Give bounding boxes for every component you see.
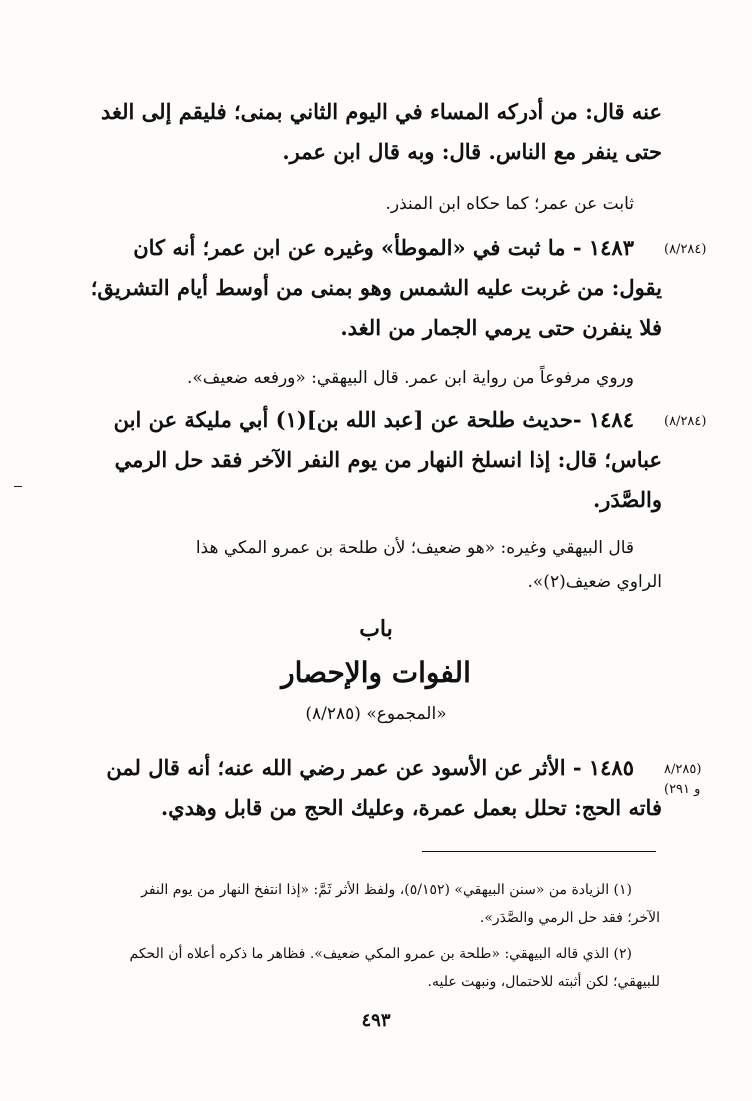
margin-mark: [14, 486, 22, 487]
note-1484-line-2: الراوي ضعيف(٢)».: [527, 572, 662, 592]
note-1484: [62, 532, 662, 564]
footnote-divider: [422, 851, 656, 852]
entry-1484-line-2: عباس؛ قال: إذا انسلخ النهار من يوم النفر الآخر فقد حل الرمي: [114, 447, 662, 472]
entry-1483-line-1: ١٤٨٣ - ما ثبت في «الموطأ» وغيره عن ابن عمر؛ أنه كان: [133, 235, 634, 260]
margin-ref-1483: (٨/٢٨٤): [664, 242, 707, 257]
entry-1484-line-1: ١٤٨٤ -حديث طلحة عن [عبد الله بن](١) أبي مليكة عن ابن: [113, 407, 634, 432]
chapter-ref: «المجموع» (٨/٢٨٥): [305, 704, 447, 724]
chapter-title: الفوات والإحصار: [281, 656, 471, 689]
entry-1483-cont: [62, 268, 662, 348]
footnote-2-line-1: (٢) الذي قاله البيهقي: «طلحة بن عمرو المكي ضعيف». فظاهر ما ذكره أعلاه أن الحكم: [129, 946, 632, 962]
note-1484-line-1: قال البيهقي وغيره: «هو ضعيف؛ لأن طلحة بن عمرو المكي هذا: [195, 538, 634, 558]
footnote-1-line-1: (١) الزيادة من «سنن البيهقي» (٥/١٥٢)، ولفظ الأثر ثَمَّ: «إذا انتفخ النهار من يوم النفر: [141, 882, 632, 898]
page-number: ٤٩٣: [361, 1010, 391, 1031]
para-top-line-1: عنه قال: من أدركه المساء في اليوم الثاني بمنى؛ فليقم إلى الغد: [100, 99, 662, 124]
entry-1483: [62, 228, 662, 268]
footnote-2: [62, 940, 660, 968]
margin-ref-1485-b: و ٢٩١): [664, 782, 701, 797]
para-top-line-2: حتى ينفر مع الناس. قال: وبه قال ابن عمر.: [282, 139, 662, 164]
note-1483-text: وروي مرفوعاً من رواية ابن عمر. قال البيهقي: «ورفعه ضعيف».: [186, 368, 634, 388]
entry-1483-line-3: فلا ينفرن حتى يرمي الجمار من الغد.: [340, 315, 662, 340]
footnote-1-cont: [62, 904, 660, 932]
entry-1483-line-2: يقول: من غربت عليه الشمس وهو بمنى من أوسط أيام التشريق؛: [90, 275, 662, 300]
entry-1485-line-1: ١٤٨٥ - الأثر عن الأسود عن عمر رضي الله عنه؛ أنه قال لمن: [106, 755, 634, 780]
note-top-text: ثابت عن عمر؛ كما حكاه ابن المنذر.: [385, 194, 634, 214]
entry-1485: [62, 748, 662, 788]
chapter-bab: باب: [359, 616, 393, 642]
entry-1484-cont: [62, 440, 662, 520]
footnote-2-line-2: للبيهقي؛ لكن أثبته للاحتمال، ونبهت عليه.: [427, 974, 660, 990]
note-top: [62, 188, 662, 220]
note-1484-cont: [62, 566, 662, 598]
margin-ref-1484: (٨/٢٨٤): [664, 414, 707, 429]
entry-1485-cont: [62, 788, 662, 828]
entry-1485-line-2: فاته الحج: تحلل بعمل عمرة، وعليك الحج من قابل وهدي.: [160, 795, 662, 820]
note-1483: [62, 362, 662, 394]
para-top: [62, 92, 662, 172]
footnote-2-cont: [62, 968, 660, 996]
entry-1484-line-3: والصَّدَر.: [592, 487, 662, 512]
entry-1484: [62, 400, 662, 440]
footnote-1-line-2: الآخر؛ فقد حل الرمي والصَّدَر».: [479, 910, 660, 926]
footnote-1: [62, 876, 660, 904]
margin-ref-1485-a: (٨/٢٨٥: [664, 762, 702, 777]
